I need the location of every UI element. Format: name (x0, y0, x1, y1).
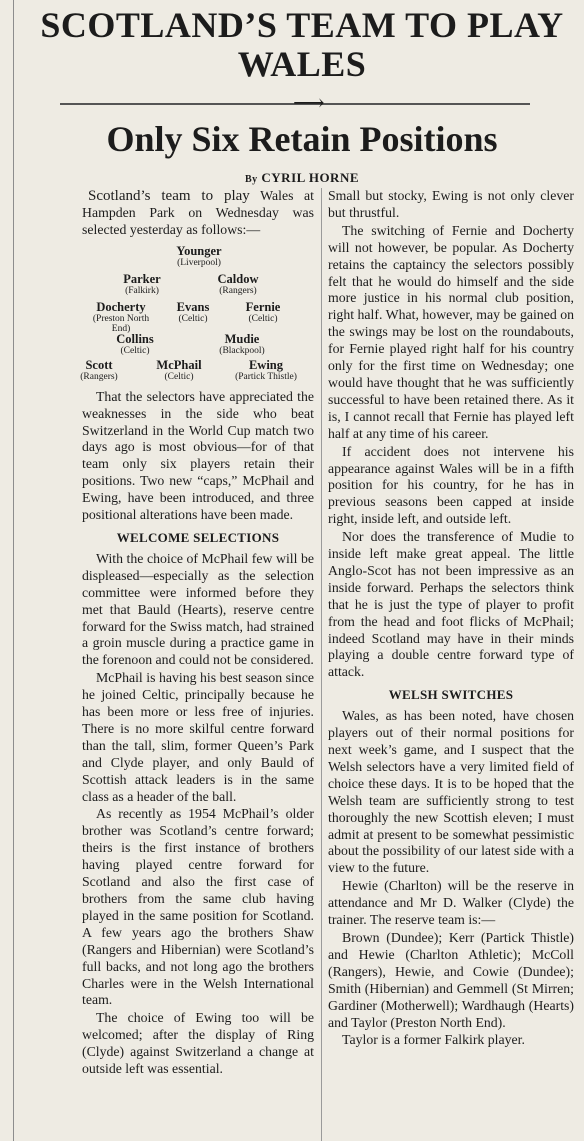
lineup-player: Fernie (Celtic) (245, 299, 281, 324)
article-column-right (328, 188, 574, 1050)
body-paragraph: Wales, as has been noted, have chosen players out of their normal positions for next week’s game, and I suspect that the Welsh selectors have a very limited field of choice these days. It is to be hoped that the Welsh team are sufficiently strong to test thoroughly the new Scottish eleven; I must admit at present to be somewhat pessimistic about the possibility of our latest side with a view to the future. (328, 708, 574, 876)
lineup-player: Evans (Celtic) (176, 299, 210, 324)
body-paragraph: McPhail is having his best season since he joined Celtic, principally because he has been more or less free of injuries. There is no more skilful centre forward than the tall, slim, former Queen’s Park and Clyde player, and only Bauld of Scottish attack leaders is in the same class as a header of the ball. (82, 670, 314, 804)
team-lineup (82, 243, 314, 385)
body-paragraph: Nor does the transference of Mudie to inside left make great appeal. The little Anglo-Scot has not been impressive as an inside forward. Perhaps the selectors think that he is just the type of player to profit from the head and foot flicks of McPhail; indeed Scotland may have in their minds playing a double centre forward type of attack. (328, 529, 574, 680)
dagger-ornament-icon: ⟶ (293, 90, 325, 115)
reserve-team-paragraph: Brown (Dundee); Kerr (Partick Thistle) and Hewie (Charlton Athletic); McColl (Rangers), Hewie, and Cowie (Dundee); Smith (Hibernian) and Gemmell (St Mirren; Gardiner (Motherwell); Wardhaugh (Hearts) and Taylor (Preston North End). (328, 929, 574, 1030)
headline-rule-right (300, 103, 530, 105)
column-divider (321, 188, 322, 1141)
body-paragraph: That the selectors have appreciated the weaknesses in the side who beat Switzerland in the World Cup match two days ago is most obvious—for of that team only six players retain their positions. Two new “caps,” McPhail and Ewing, have been introduced, and three positional alterations have been made. (82, 388, 314, 523)
intro-rest: Wales at Hampden Park on Wednesday was selected yesterday as follows:— (82, 188, 314, 237)
body-paragraph: Taylor is a former Falkirk player. (342, 1032, 525, 1048)
headline: SCOTLAND’S TEAM TO PLAY WALES (40, 5, 564, 84)
lineup-player: McPhail (Celtic) (156, 357, 202, 382)
body-paragraph: As recently as 1954 McPhail’s older brother was Scotland’s centre forward; theirs is the first instance of brothers having played centre forward for Scotland and also the first case of brothers from the same club having played in the same position for Scotland. A few years ago the brothers Shaw (Rangers and Hibernian) were Scotland’s full backs, and not long ago the brothers Charles were in the Welsh International team. (82, 806, 314, 1008)
lineup-player: Ewing (Partick Thistle) (235, 357, 297, 382)
page-edge-rule (13, 0, 14, 1141)
lineup-player: Scott (Rangers) (80, 357, 118, 382)
lineup-player: Parker (Falkirk) (123, 271, 161, 296)
intro-paragraph (82, 188, 314, 239)
section-heading: WELSH SWITCHES (388, 687, 514, 703)
subheadline: Only Six Retain Positions (106, 119, 498, 159)
body-paragraph: Hewie (Charlton) will be the reserve in attendance and Mr D. Walker (Clyde) the trainer. The reserve team is:— (328, 878, 574, 928)
lineup-player: Docherty (Preston North End) (92, 299, 150, 334)
body-paragraph: The switching of Fernie and Docherty will not however, be popular. As Docherty retains the captaincy the selectors possibly felt that he would do himself and the side more justice in his normal club position, right half. What, however, may be gained on the swings may be lost on the roundabouts, for Fernie played right half for his country only for the first time on Wednesday; one would have thought that he was sufficiently successful to have been retained there. As it is, I cannot recall that Fernie has played left half at any time of his career. (328, 222, 574, 441)
lineup-player: Collins (Celtic) (116, 331, 154, 356)
body-paragraph: The choice of Ewing too will be welcomed; after the display of Ring (Clyde) against Switzerland a change at outside left was essential. (82, 1010, 314, 1077)
body-paragraph: With the choice of McPhail few will be displeased—especially as the selection committee were informed before they met that Bauld (Hearts), reserve centre forward for the Swiss match, had strained a groin muscle during a practice game in the forenoon and could not be considered. (82, 550, 314, 668)
lineup-player: Caldow (Rangers) (217, 271, 259, 296)
byline-author: CYRIL HORNE (261, 170, 360, 185)
intro-lead: Scotland’s team to play (88, 188, 250, 204)
headline-rule-left (60, 103, 300, 105)
body-paragraph: Small but stocky, Ewing is not only clever but thrustful. (328, 188, 574, 220)
byline-prefix: By (244, 174, 258, 185)
lineup-player: Younger (Liverpool) (176, 243, 222, 268)
byline (28, 170, 576, 186)
article-column-left (82, 188, 314, 1079)
body-paragraph: If accident does not intervene his appearance against Wales will be in a fifth position for his country, for he has in previous seasons been capped at inside right, inside left, and outside left. (328, 443, 574, 527)
section-heading: WELCOME SELECTIONS (116, 529, 280, 545)
lineup-player: Mudie (Blackpool) (219, 331, 265, 356)
